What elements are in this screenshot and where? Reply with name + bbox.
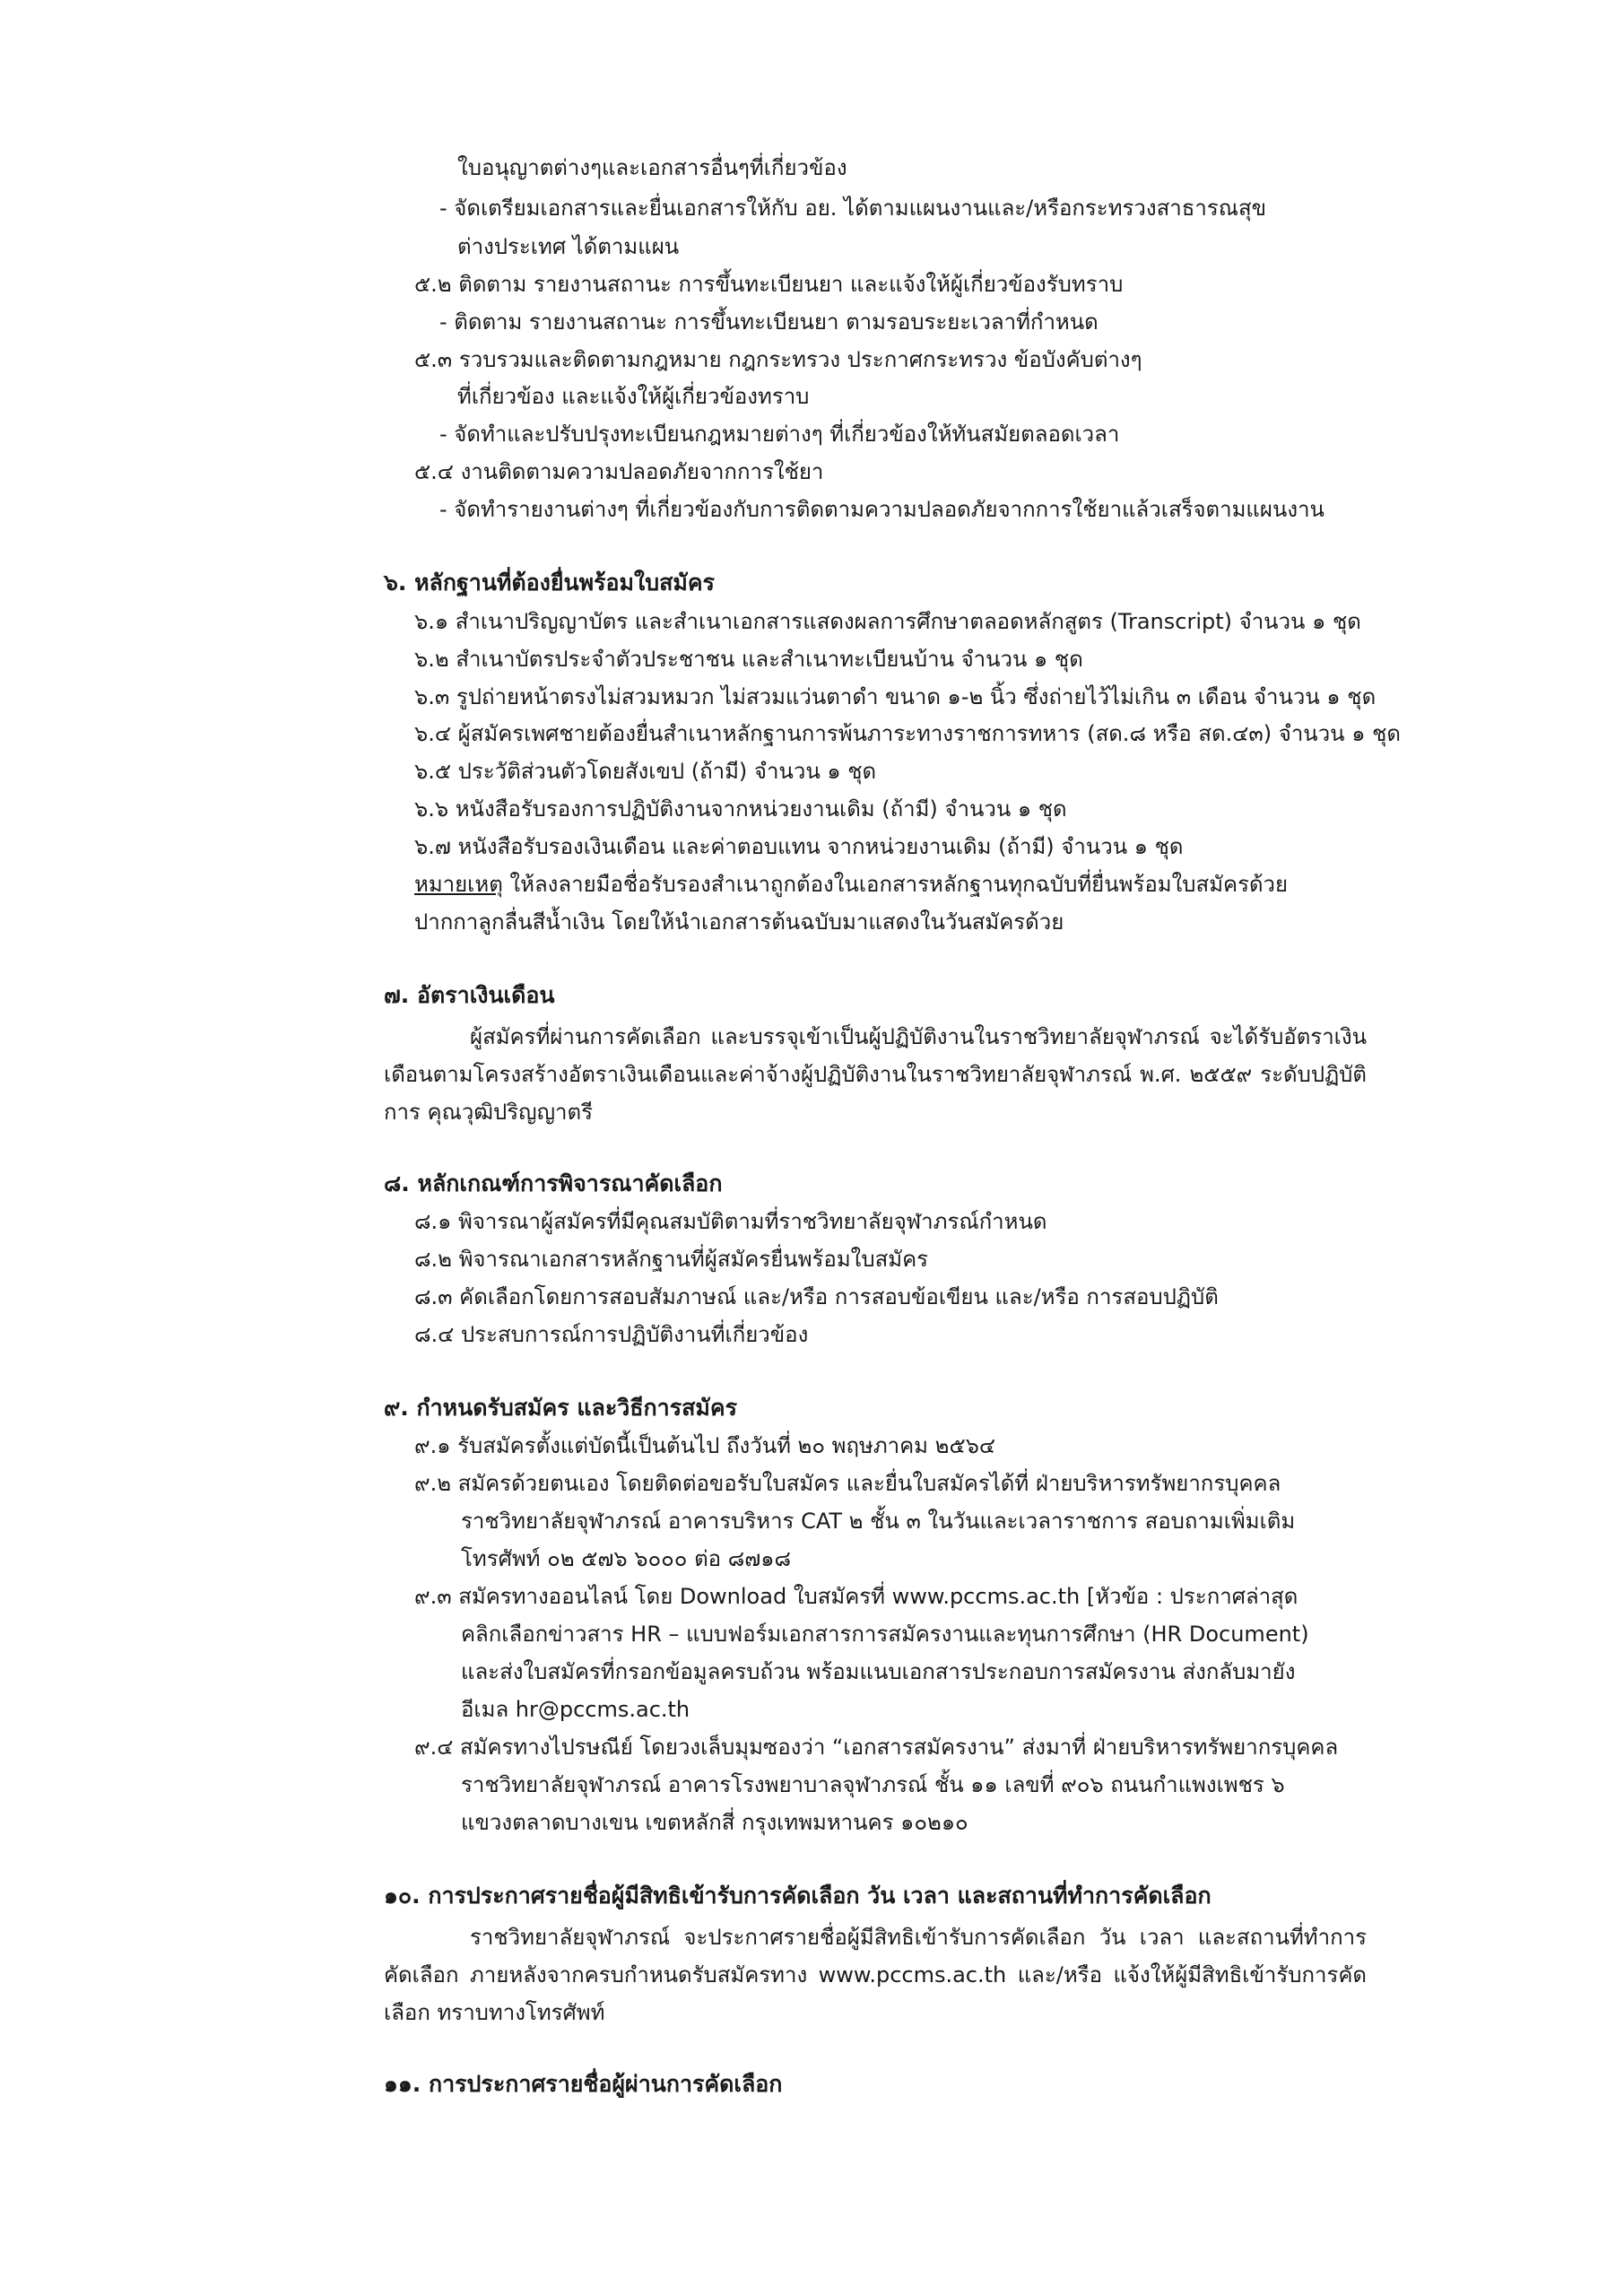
section-10-heading: ๑๐. การประกาศรายชื่อผู้มีสิทธิเข้ารับการคัดเลือก วัน เวลา และสถานที่ทำการคัดเลือก [384, 1883, 1211, 1909]
list-item-cont: และส่งใบสมัครที่กรอกข้อมูลครบถ้วน พร้อมแนบเอกสารประกอบการสมัครงาน ส่งกลับมายัง [461, 1659, 1296, 1684]
sec5-line: - จัดเตรียมเอกสารและยื่นเอกสารให้กับ อย. ได้ตามแผนงานและ/หรือกระทรวงสาธารณสุข [439, 196, 1267, 221]
note-label: หมายเหตุ [414, 872, 503, 897]
sec5-subheading: ๕.๓ รวบรวมและติดตามกฎหมาย กฎกระทรวง ประกาศกระทรวง ข้อบังคับต่างๆ [414, 347, 1142, 372]
section-8-heading: ๘. หลักเกณฑ์การพิจารณาคัดเลือก [384, 1170, 723, 1196]
list-item-cont: ราชวิทยาลัยจุฬาภรณ์ อาคารบริหาร CAT ๒ ชั้น ๓ ในวันและเวลาราชการ สอบถามเพิ่มเติม [461, 1509, 1296, 1534]
sec5-line: - จัดทำและปรับปรุงทะเบียนกฎหมายต่างๆ ที่เกี่ยวข้องให้ทันสมัยตลอดเวลา [439, 422, 1120, 447]
sec5-line: ที่เกี่ยวข้อง และแจ้งให้ผู้เกี่ยวข้องทราบ [457, 384, 810, 409]
list-item-cont: แขวงตลาดบางเขน เขตหลักสี่ กรุงเทพมหานคร ๑๐๒๑๐ [461, 1810, 968, 1835]
sec5-subheading: ๕.๔ งานติดตามความปลอดภัยจากการใช้ยา [414, 459, 824, 484]
note [414, 869, 1288, 900]
list-item: ๖.๑ สำเนาปริญญาบัตร และสำเนาเอกสารแสดงผลการศึกษาตลอดหลักสูตร (Transcript) จำนวน ๑ ชุด [414, 609, 1361, 634]
note-text: ให้ลงลายมือชื่อรับรองสำเนาถูกต้องในเอกสารหลักฐานทุกฉบับที่ยื่นพร้อมใบสมัครด้วย [502, 872, 1289, 897]
list-item: ๖.๒ สำเนาบัตรประจำตัวประชาชน และสำเนาทะเบียนบ้าน จำนวน ๑ ชุด [414, 647, 1083, 672]
sec5-line: - จัดทำรายงานต่างๆ ที่เกี่ยวข้องกับการติดตามความปลอดภัยจากการใช้ยาแล้วเสร็จตามแผนงาน [439, 497, 1324, 522]
list-item: ๙.๔ สมัครทางไปรษณีย์ โดยวงเล็บมุมซองว่า “เอกสารสมัครงาน” ส่งมาที่ ฝ่ายบริหารทรัพยากรบุคคล [414, 1735, 1339, 1760]
list-item-cont: โทรศัพท์ ๐๒ ๕๗๖ ๖๐๐๐ ต่อ ๘๗๑๘ [461, 1546, 792, 1571]
section-7-body: ผู้สมัครที่ผ่านการคัดเลือก และบรรจุเข้าเป็นผู้ปฏิบัติงานในราชวิทยาลัยจุฬาภรณ์ จะได้รับอัตราเงินเดือนตามโครงสร้างอัตราเงินเดือนและค่าจ้างผู้ปฏิบัติงานในราชวิทยาลัยจุฬาภรณ์ พ.ศ. ๒๕๕๙ ระดับปฏิบัติการ คุณวุฒิปริญญาตรี [384, 1024, 1367, 1125]
section-11-heading: ๑๑. การประกาศรายชื่อผู้ผ่านการคัดเลือก [384, 2071, 783, 2097]
sec5-line: ต่างประเทศ ได้ตามแผน [457, 234, 680, 259]
section-7-heading: ๗. อัตราเงินเดือน [384, 982, 555, 1008]
sec5-line: - ติดตาม รายงานสถานะ การขึ้นทะเบียนยา ตามรอบระยะเวลาที่กำหนด [439, 309, 1099, 335]
list-item-cont: อีเมล hr@pccms.ac.th [461, 1697, 690, 1722]
list-item: ๖.๔ ผู้สมัครเพศชายต้องยื่นสำเนาหลักฐานการพ้นภาระทางราชการทหาร (สด.๘ หรือ สด.๔๓) จำนวน ๑ ชุด [414, 721, 1401, 746]
list-item: ๖.๗ หนังสือรับรองเงินเดือน และค่าตอบแทน จากหน่วยงานเดิม (ถ้ามี) จำนวน ๑ ชุด [414, 834, 1184, 859]
sec5-subheading: ๕.๒ ติดตาม รายงานสถานะ การขึ้นทะเบียนยา และแจ้งให้ผู้เกี่ยวข้องรับทราบ [414, 272, 1124, 297]
list-item: ๖.๓ รูปถ่ายหน้าตรงไม่สวมหมวก ไม่สวมแว่นตาดำ ขนาด ๑-๒ นิ้ว ซึ่งถ่ายไว้ไม่เกิน ๓ เดือน จำนวน ๑ ชุด [414, 684, 1376, 709]
list-item-cont: คลิกเลือกข่าวสาร HR – แบบฟอร์มเอกสารการสมัครงานและทุนการศึกษา (HR Document) [461, 1622, 1309, 1647]
section-9-heading: ๙. กำหนดรับสมัคร และวิธีการสมัคร [384, 1395, 738, 1421]
note-line: ปากกาลูกลื่นสีน้ำเงิน โดยให้นำเอกสารต้นฉบับมาแสดงในวันสมัครด้วย [414, 909, 1064, 935]
section-10-body: ราชวิทยาลัยจุฬาภรณ์ จะประกาศรายชื่อผู้มีสิทธิเข้ารับการคัดเลือก วัน เวลา และสถานที่ทำการคัดเลือก ภายหลังจากครบกำหนดรับสมัครทาง www.pccms.ac.th และ/หรือ แจ้งให้ผู้มีสิทธิเข้ารับการคัดเลือก ทราบทางโทรศัพท์ [384, 1925, 1367, 2025]
list-item: ๘.๒ พิจารณาเอกสารหลักฐานที่ผู้สมัครยื่นพร้อมใบสมัคร [414, 1247, 929, 1272]
list-item-cont: ราชวิทยาลัยจุฬาภรณ์ อาคารโรงพยาบาลจุฬาภรณ์ ชั้น ๑๑ เลขที่ ๙๐๖ ถนนกำแพงเพชร ๖ [461, 1772, 1285, 1797]
list-item: ๖.๖ หนังสือรับรองการปฏิบัติงานจากหน่วยงานเดิม (ถ้ามี) จำนวน ๑ ชุด [414, 796, 1067, 822]
list-item: ๘.๑ พิจารณาผู้สมัครที่มีคุณสมบัติตามที่ราชวิทยาลัยจุฬาภรณ์กำหนด [414, 1209, 1047, 1234]
list-item: ๘.๓ คัดเลือกโดยการสอบสัมภาษณ์ และ/หรือ การสอบข้อเขียน และ/หรือ การสอบปฏิบัติ [414, 1284, 1219, 1309]
list-item: ๖.๕ ประวัติส่วนตัวโดยสังเขป (ถ้ามี) จำนวน ๑ ชุด [414, 759, 877, 784]
section-6-heading: ๖. หลักฐานที่ต้องยื่นพร้อมใบสมัคร [384, 570, 715, 596]
list-item: ๙.๑ รับสมัครตั้งแต่บัดนี้เป็นต้นไป ถึงวันที่ ๒๐ พฤษภาคม ๒๕๖๔ [414, 1433, 995, 1458]
list-item: ๙.๓ สมัครทางออนไลน์ โดย Download ใบสมัครที่ www.pccms.ac.th [หัวข้อ : ประกาศล่าสุด [414, 1584, 1298, 1609]
list-item: ๘.๔ ประสบการณ์การปฏิบัติงานที่เกี่ยวข้อง [414, 1322, 809, 1347]
list-item: ๙.๒ สมัครด้วยตนเอง โดยติดต่อขอรับใบสมัคร และยื่นใบสมัครได้ที่ ฝ่ายบริหารทรัพยากรบุคคล [414, 1471, 1281, 1496]
sec5-line: ใบอนุญาตต่างๆและเอกสารอื่นๆที่เกี่ยวข้อง [457, 155, 847, 180]
